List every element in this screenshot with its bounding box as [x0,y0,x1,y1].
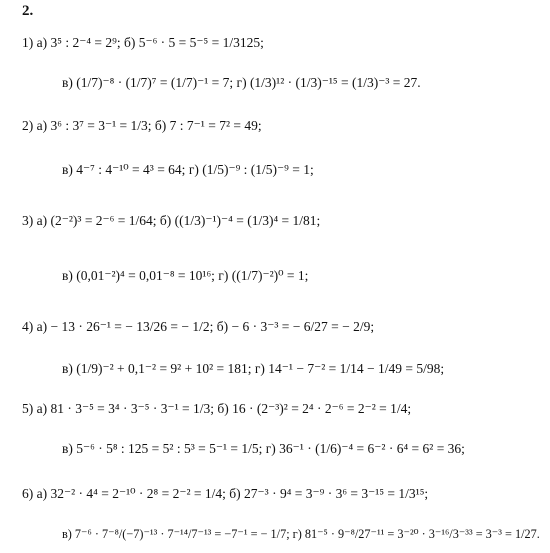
solution-line: 6) а) 32⁻² · 4⁴ = 2⁻¹⁰ · 2⁸ = 2⁻² = 1/4; б) 27⁻³ · 9⁴ = 3⁻⁹ · 3⁶ = 3⁻¹⁵ = 1/3¹⁵; [22,486,429,501]
solution-line: в) 4⁻⁷ : 4⁻¹⁰ = 4³ = 64; г) (1/5)⁻⁹ : (1/5)⁻⁹ = 1; [62,162,314,177]
solution-line: в) 5⁻⁶ · 5⁸ : 125 = 5² : 5³ = 5⁻¹ = 1/5; г) 36⁻¹ · (1/6)⁻⁴ = 6⁻² · 6⁴ = 6² = 36; [62,441,465,456]
solution-line: 2) а) 3⁶ : 3⁷ = 3⁻¹ = 1/3; б) 7 : 7⁻¹ = 7² = 49; [22,118,262,133]
exercise-number: 2. [22,3,34,19]
solution-line: 4) а) − 13 · 26⁻¹ = − 13/26 = − 1/2; б) − 6 · 3⁻³ = − 6/27 = − 2/9; [22,319,375,334]
solution-line: в) (1/9)⁻² + 0,1⁻² = 9² + 10² = 181; г) 14⁻¹ − 7⁻² = 1/14 − 1/49 = 5/98; [62,361,445,376]
solution-line: в) 7⁻⁶ · 7⁻⁸/(−7)⁻¹³ · 7⁻¹⁴/7⁻¹³ = −7⁻¹ = − 1/7; г) 81⁻⁵ · 9⁻⁸/27⁻¹¹ = 3⁻²⁰ · 3⁻¹⁶/3⁻³³ = 3⁻³ = 1/27. [62,527,540,541]
solution-line: 1) а) 3⁵ : 2⁻⁴ = 2⁹; б) 5⁻⁶ · 5 = 5⁻⁵ = 1/3125; [22,35,264,50]
solution-line: 5) а) 81 · 3⁻⁵ = 3⁴ · 3⁻⁵ · 3⁻¹ = 1/3; б) 16 · (2⁻³)² = 2⁴ · 2⁻⁶ = 2⁻² = 1/4; [22,401,412,416]
solution-line: в) (1/7)⁻⁸ · (1/7)⁷ = (1/7)⁻¹ = 7; г) (1/3)¹² · (1/3)⁻¹⁵ = (1/3)⁻³ = 27. [62,75,421,90]
solution-line: 3) а) (2⁻²)³ = 2⁻⁶ = 1/64; б) ((1/3)⁻¹)⁻⁴ = (1/3)⁴ = 1/81; [22,213,321,228]
solution-line: в) (0,01⁻²)⁴ = 0,01⁻⁸ = 10¹⁶; г) ((1/7)⁻²)⁰ = 1; [62,268,309,283]
